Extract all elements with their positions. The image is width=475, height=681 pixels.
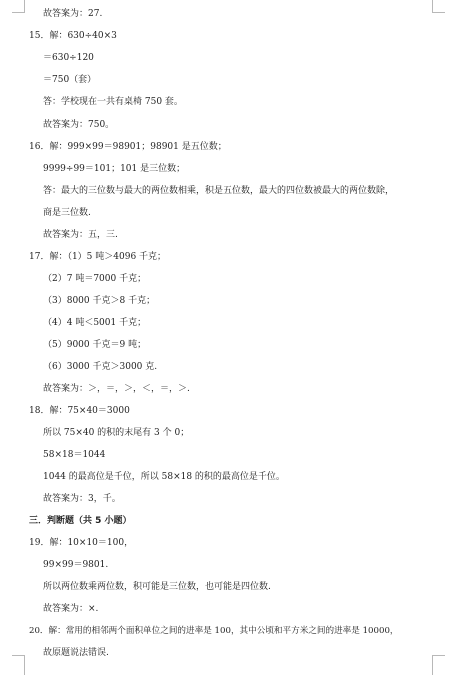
crop-mark-top-right-h <box>432 12 445 13</box>
q17-item-4: （4）4 吨＜5001 千克； <box>43 318 147 328</box>
q14-answer: 故答案为：27. <box>43 9 103 19</box>
crop-mark-top-right-v <box>432 0 433 12</box>
q18-step-3: 1044 的最高位是千位，所以 58×18 的积的最高位是千位。 <box>43 472 285 482</box>
q18-heading: 18．解：75×40＝3000 <box>29 406 130 416</box>
q17-item-2: （2）7 吨＝7000 千克； <box>43 274 147 284</box>
q15-step-1: ＝630÷120 <box>43 53 94 63</box>
q17-item-6: （6）3000 千克＞3000 克. <box>43 362 158 372</box>
q16-reply-cont: 商是三位数. <box>43 208 91 218</box>
q19-answer: 故答案为：×. <box>43 604 99 614</box>
q16-reply: 答：最大的三位数与最大的两位数相乘，积是五位数，最大的四位数被最大的两位数除， <box>43 186 395 196</box>
q17-answer: 故答案为：＞，＝，＞，＜，＝，＞. <box>43 384 190 394</box>
crop-mark-bottom-left-h <box>12 655 25 656</box>
crop-mark-bottom-right-h <box>432 655 445 656</box>
crop-mark-bottom-right-v <box>432 655 433 675</box>
q17-item-5: （5）9000 千克＝9 吨； <box>43 340 147 350</box>
q18-step-2: 58×18＝1044 <box>43 450 106 460</box>
q20-heading: 20．解：常用的相邻两个面积单位之间的进率是 100，其中公顷和平方米之间的进率是 10000， <box>29 626 399 636</box>
crop-mark-bottom-left-v <box>24 655 25 675</box>
section-heading-judgment: 三．判断题（共 5 小题） <box>29 516 132 526</box>
q17-item-3: （3）8000 千克＞8 千克； <box>43 296 156 306</box>
q16-heading: 16．解：999×99＝98901；98901 是五位数； <box>29 142 227 152</box>
q15-step-2: ＝750（套） <box>43 75 97 85</box>
q19-heading: 19．解：10×10＝100， <box>29 538 134 548</box>
q16-step-1: 9999÷99＝101；101 是三位数； <box>43 164 186 174</box>
q19-step-1: 99×99＝9801. <box>43 560 109 570</box>
q15-heading: 15．解：630÷40×3 <box>29 31 117 41</box>
q20-conclusion: 故原题说法错误. <box>43 648 109 658</box>
q18-step-1: 所以 75×40 的积的末尾有 3 个 0； <box>43 428 190 438</box>
q15-reply: 答：学校现在一共有桌椅 750 套。 <box>43 97 183 107</box>
q19-conclusion: 所以两位数乘两位数，积可能是三位数，也可能是四位数. <box>43 582 271 592</box>
q15-answer: 故答案为：750。 <box>43 120 115 130</box>
crop-mark-top-left-h <box>12 12 25 13</box>
q16-answer: 故答案为：五，三. <box>43 230 118 240</box>
crop-mark-top-left-v <box>24 0 25 12</box>
q18-answer: 故答案为：3，千。 <box>43 494 121 504</box>
q17-heading: 17．解：（1）5 吨＞4096 千克； <box>29 252 167 262</box>
